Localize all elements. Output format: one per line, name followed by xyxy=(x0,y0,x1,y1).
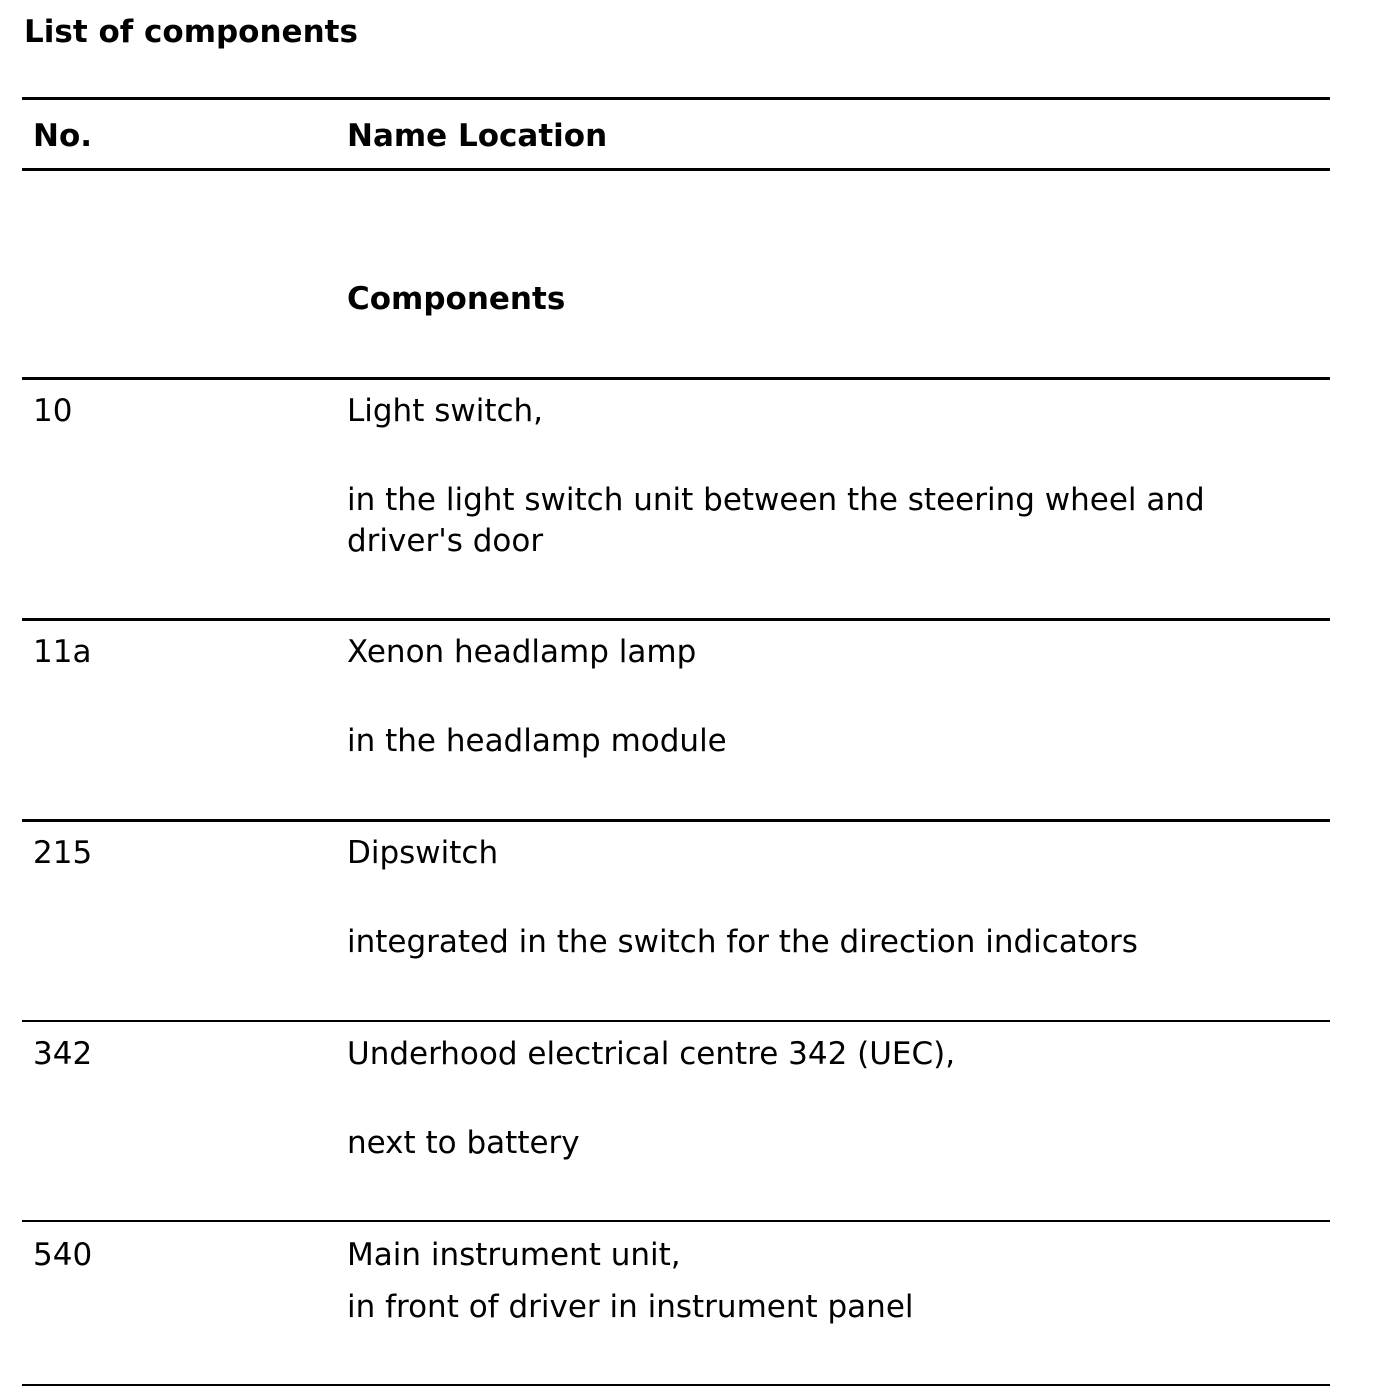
component-location: in the light switch unit between the steering wheel and xyxy=(347,482,1205,518)
row-divider xyxy=(22,377,1330,380)
component-number: 342 xyxy=(33,1036,93,1072)
header-bottom-rule xyxy=(22,168,1330,171)
component-number: 10 xyxy=(33,393,73,429)
component-location: in front of driver in instrument panel xyxy=(347,1289,914,1325)
row-divider xyxy=(22,819,1330,822)
component-location-continued: driver's door xyxy=(347,523,544,559)
table-top-rule xyxy=(22,97,1330,100)
component-location: next to battery xyxy=(347,1125,580,1161)
header-no: No. xyxy=(33,118,93,154)
component-number: 540 xyxy=(33,1237,93,1273)
document-title: List of components xyxy=(24,14,358,50)
component-name: Main instrument unit, xyxy=(347,1237,681,1273)
component-name: Light switch, xyxy=(347,393,544,429)
component-number: 11a xyxy=(33,634,92,670)
component-location: in the headlamp module xyxy=(347,723,727,759)
component-name: Dipswitch xyxy=(347,835,499,871)
row-divider xyxy=(22,618,1330,621)
component-number: 215 xyxy=(33,835,93,871)
component-name: Xenon headlamp lamp xyxy=(347,634,697,670)
header-name-location: Name Location xyxy=(347,118,608,154)
row-divider xyxy=(22,1020,1330,1022)
component-name: Underhood electrical centre 342 (UEC), xyxy=(347,1036,956,1072)
row-divider xyxy=(22,1220,1330,1222)
table-bottom-rule xyxy=(22,1384,1330,1386)
section-heading: Components xyxy=(347,281,566,317)
component-location: integrated in the switch for the direction indicators xyxy=(347,924,1138,960)
